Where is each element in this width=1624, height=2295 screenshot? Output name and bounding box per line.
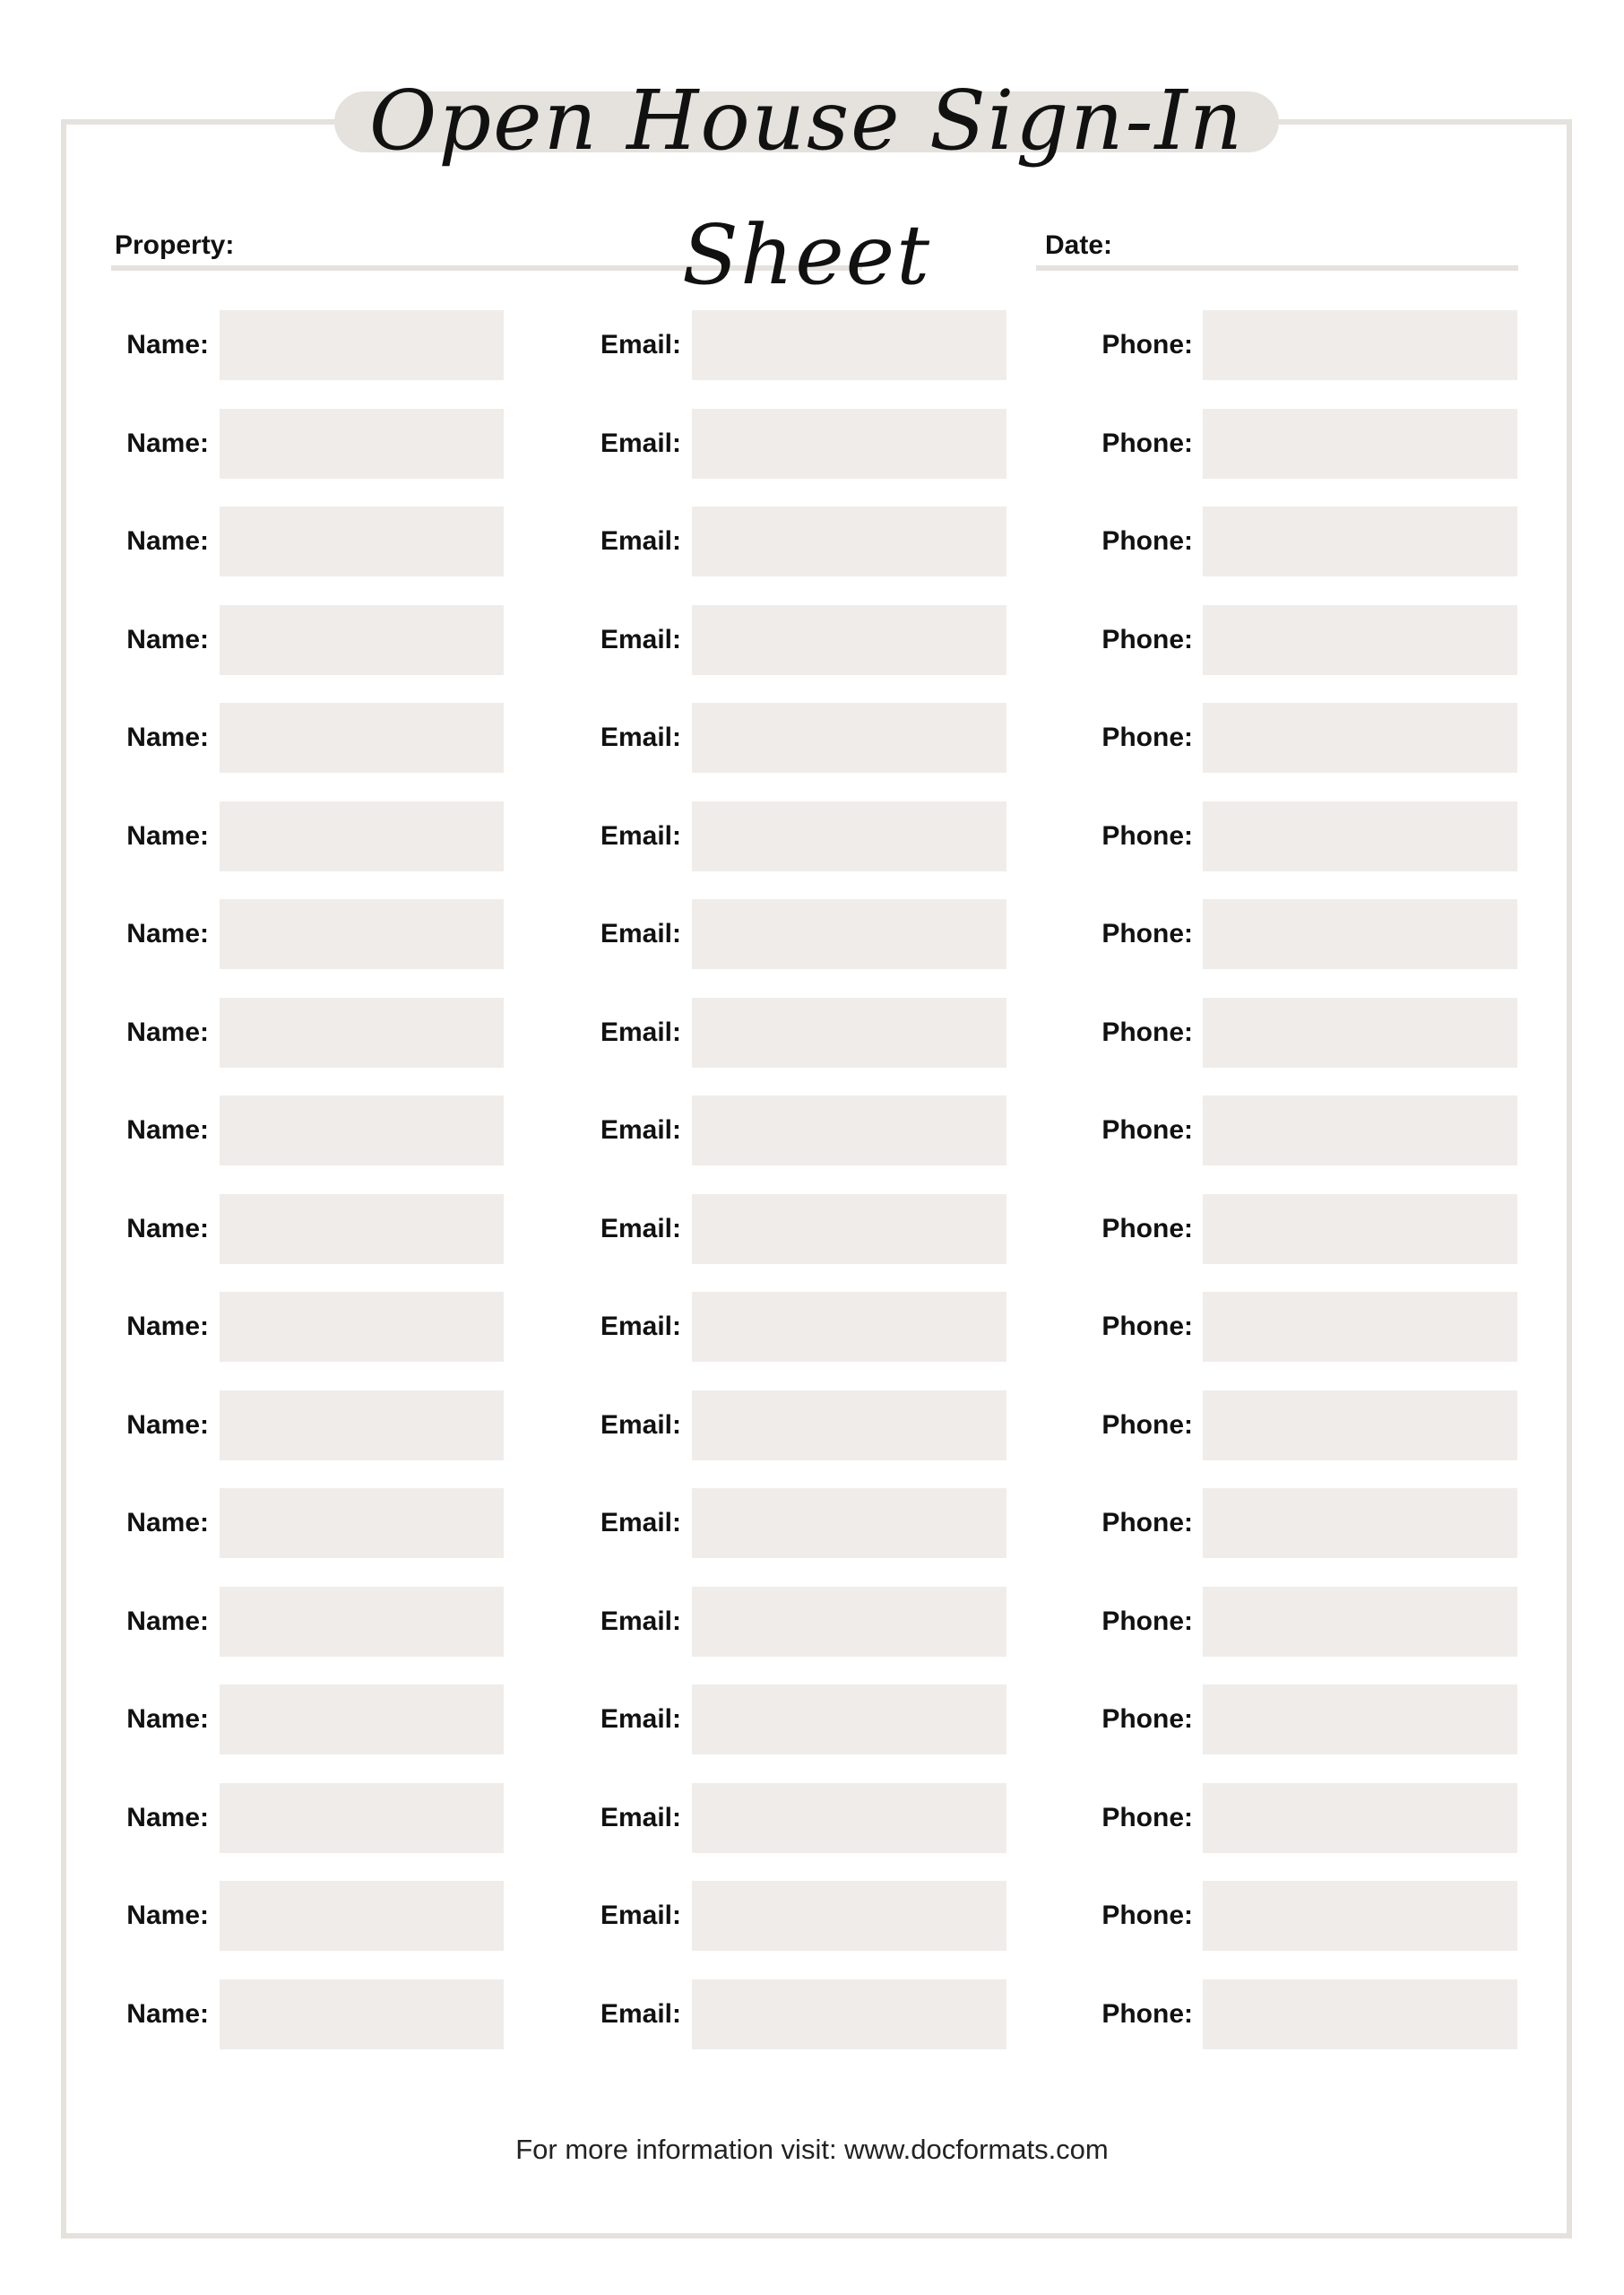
name-label: Name: xyxy=(126,919,209,948)
email-field[interactable] xyxy=(692,1096,1006,1165)
email-field[interactable] xyxy=(692,1783,1006,1853)
phone-field[interactable] xyxy=(1203,605,1517,675)
email-field[interactable] xyxy=(692,507,1006,576)
phone-field[interactable] xyxy=(1203,801,1517,871)
phone-field[interactable] xyxy=(1203,1979,1517,2049)
phone-label: Phone: xyxy=(1101,1115,1193,1145)
name-field[interactable] xyxy=(220,1194,504,1264)
phone-label: Phone: xyxy=(1101,1508,1193,1537)
name-label: Name: xyxy=(126,1606,209,1636)
name-field[interactable] xyxy=(220,1979,504,2049)
email-label: Email: xyxy=(600,1018,681,1047)
email-label: Email: xyxy=(600,429,681,458)
phone-label: Phone: xyxy=(1101,1704,1193,1734)
name-field[interactable] xyxy=(220,605,504,675)
phone-field[interactable] xyxy=(1203,1587,1517,1657)
email-field[interactable] xyxy=(692,409,1006,479)
name-label: Name: xyxy=(126,330,209,359)
name-field[interactable] xyxy=(220,1684,504,1754)
phone-field[interactable] xyxy=(1203,507,1517,576)
email-label: Email: xyxy=(600,821,681,851)
name-label: Name: xyxy=(126,1704,209,1734)
phone-field[interactable] xyxy=(1203,998,1517,1068)
email-field[interactable] xyxy=(692,1587,1006,1657)
phone-label: Phone: xyxy=(1101,1312,1193,1341)
name-field[interactable] xyxy=(220,899,504,969)
email-label: Email: xyxy=(600,1508,681,1537)
name-field[interactable] xyxy=(220,703,504,773)
phone-field[interactable] xyxy=(1203,409,1517,479)
name-field[interactable] xyxy=(220,1096,504,1165)
name-label: Name: xyxy=(126,1312,209,1341)
name-field[interactable] xyxy=(220,1587,504,1657)
name-field[interactable] xyxy=(220,1292,504,1362)
email-label: Email: xyxy=(600,1704,681,1734)
phone-field[interactable] xyxy=(1203,310,1517,380)
phone-label: Phone: xyxy=(1101,625,1193,654)
email-field[interactable] xyxy=(692,899,1006,969)
email-field[interactable] xyxy=(692,998,1006,1068)
name-label: Name: xyxy=(126,429,209,458)
name-field[interactable] xyxy=(220,310,504,380)
email-field[interactable] xyxy=(692,1292,1006,1362)
email-label: Email: xyxy=(600,625,681,654)
name-label: Name: xyxy=(126,1803,209,1832)
phone-label: Phone: xyxy=(1101,723,1193,752)
name-label: Name: xyxy=(126,526,209,556)
phone-field[interactable] xyxy=(1203,1881,1517,1951)
name-label: Name: xyxy=(126,1018,209,1047)
date-input-line[interactable] xyxy=(1036,265,1518,271)
phone-field[interactable] xyxy=(1203,1390,1517,1460)
email-field[interactable] xyxy=(692,1488,1006,1558)
phone-label: Phone: xyxy=(1101,1999,1193,2029)
name-label: Name: xyxy=(126,1999,209,2029)
email-label: Email: xyxy=(600,919,681,948)
name-label: Name: xyxy=(126,1214,209,1243)
name-label: Name: xyxy=(126,625,209,654)
email-field[interactable] xyxy=(692,1194,1006,1264)
phone-label: Phone: xyxy=(1101,1018,1193,1047)
phone-label: Phone: xyxy=(1101,1803,1193,1832)
email-label: Email: xyxy=(600,1115,681,1145)
email-label: Email: xyxy=(600,1312,681,1341)
name-field[interactable] xyxy=(220,1488,504,1558)
name-label: Name: xyxy=(126,723,209,752)
footer-text: For more information visit: www.docformats.com xyxy=(515,2134,1109,2165)
phone-label: Phone: xyxy=(1101,526,1193,556)
email-field[interactable] xyxy=(692,605,1006,675)
email-field[interactable] xyxy=(692,1979,1006,2049)
email-label: Email: xyxy=(600,1606,681,1636)
email-field[interactable] xyxy=(692,1881,1006,1951)
name-label: Name: xyxy=(126,821,209,851)
name-field[interactable] xyxy=(220,1881,504,1951)
phone-label: Phone: xyxy=(1101,821,1193,851)
property-label: Property: xyxy=(115,230,235,260)
email-label: Email: xyxy=(600,723,681,752)
name-label: Name: xyxy=(126,1410,209,1440)
phone-label: Phone: xyxy=(1101,330,1193,359)
email-label: Email: xyxy=(600,1214,681,1243)
phone-label: Phone: xyxy=(1101,1901,1193,1930)
phone-field[interactable] xyxy=(1203,703,1517,773)
email-label: Email: xyxy=(600,1999,681,2029)
email-field[interactable] xyxy=(692,703,1006,773)
email-label: Email: xyxy=(600,1410,681,1440)
name-field[interactable] xyxy=(220,409,504,479)
name-label: Name: xyxy=(126,1508,209,1537)
name-label: Name: xyxy=(126,1901,209,1930)
name-label: Name: xyxy=(126,1115,209,1145)
phone-label: Phone: xyxy=(1101,429,1193,458)
email-field[interactable] xyxy=(692,801,1006,871)
name-field[interactable] xyxy=(220,1390,504,1460)
phone-field[interactable] xyxy=(1203,1783,1517,1853)
phone-field[interactable] xyxy=(1203,1194,1517,1264)
email-field[interactable] xyxy=(692,1684,1006,1754)
name-field[interactable] xyxy=(220,507,504,576)
email-label: Email: xyxy=(600,526,681,556)
name-field[interactable] xyxy=(220,1783,504,1853)
phone-field[interactable] xyxy=(1203,1488,1517,1558)
name-field[interactable] xyxy=(220,801,504,871)
phone-label: Phone: xyxy=(1101,1410,1193,1440)
phone-label: Phone: xyxy=(1101,1214,1193,1243)
name-field[interactable] xyxy=(220,998,504,1068)
page-title: Open House Sign-In Sheet xyxy=(368,73,1245,303)
phone-label: Phone: xyxy=(1101,919,1193,948)
email-label: Email: xyxy=(600,330,681,359)
phone-field[interactable] xyxy=(1203,899,1517,969)
email-label: Email: xyxy=(600,1901,681,1930)
email-label: Email: xyxy=(600,1803,681,1832)
phone-field[interactable] xyxy=(1203,1096,1517,1165)
phone-field[interactable] xyxy=(1203,1684,1517,1754)
phone-field[interactable] xyxy=(1203,1292,1517,1362)
email-field[interactable] xyxy=(692,1390,1006,1460)
date-label: Date: xyxy=(1045,230,1113,260)
phone-label: Phone: xyxy=(1101,1606,1193,1636)
